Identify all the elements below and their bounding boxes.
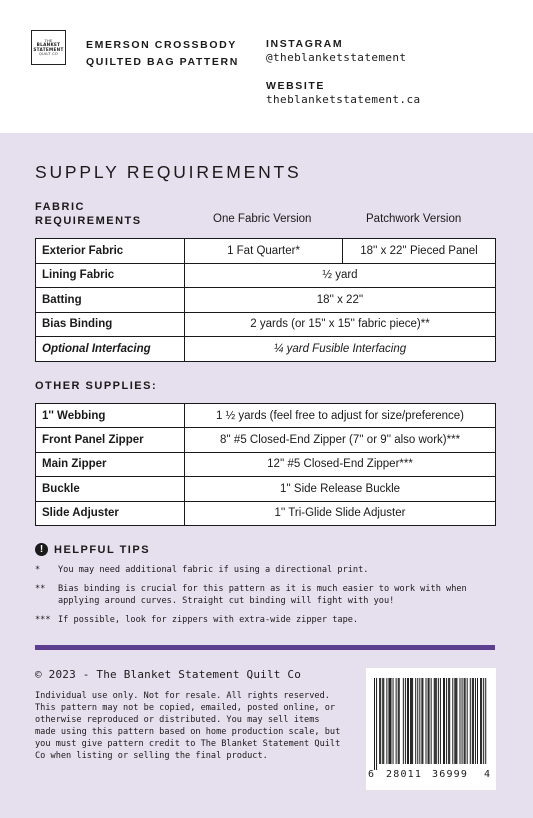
row-label: Main Zipper [36, 452, 185, 476]
row-label: 1'' Webbing [36, 404, 185, 428]
barcode-bar [480, 678, 481, 764]
barcode-bar [380, 678, 381, 764]
table-row [36, 263, 496, 288]
barcode-bar [452, 678, 453, 764]
section-title: SUPPLY REQUIREMENTS [35, 162, 302, 182]
row-label: Optional Interfacing [36, 337, 185, 362]
table-row [36, 477, 496, 501]
row-label: Exterior Fabric [36, 239, 185, 264]
brand-logo [31, 30, 66, 65]
barcode-bar [456, 678, 457, 764]
barcode-bars [374, 678, 488, 770]
copyright: © 2023 - The Blanket Statement Quilt Co [35, 668, 302, 681]
logo-line-2: BLANKET [36, 42, 61, 48]
barcode-bar [396, 678, 397, 764]
row-value-patchwork: 18'' x 22'' Pieced Panel [343, 239, 496, 264]
barcode-bar [390, 678, 391, 764]
barcode-bar [407, 678, 408, 764]
barcode-bar [417, 678, 418, 764]
website-label: WEBSITE [266, 80, 326, 92]
table-row [36, 337, 496, 362]
barcode-bar [477, 678, 478, 764]
table-row [36, 501, 496, 525]
barcode-bar [455, 678, 456, 764]
barcode-bar [444, 678, 445, 764]
barcode-bar [422, 678, 423, 764]
table-row [36, 239, 496, 264]
logo-line-3: STATEMENT [33, 46, 64, 52]
barcode-bar [434, 678, 435, 764]
row-value: ¼ yard Fusible Interfacing [185, 337, 496, 362]
barcode-digit-check: 4 [484, 769, 491, 780]
row-label: Buckle [36, 477, 185, 501]
pattern-title [86, 37, 239, 71]
barcode-bar [464, 678, 465, 764]
barcode-bar [374, 678, 375, 770]
barcode-bar [440, 678, 441, 764]
barcode-bar [429, 678, 430, 764]
row-value-one-fabric: 1 Fat Quarter* [185, 239, 343, 264]
barcode-bar [398, 678, 399, 764]
barcode-bar [438, 678, 439, 764]
barcode-bar [475, 678, 476, 764]
barcode-bar [462, 678, 463, 764]
barcode-bar [382, 678, 383, 764]
row-label: Lining Fabric [36, 263, 185, 288]
barcode-bar [467, 678, 468, 764]
table-row [36, 312, 496, 337]
barcode-bar [428, 678, 429, 764]
helpful-tips-list [35, 564, 497, 633]
row-value: 2 yards (or 15'' x 15'' fabric piece)** [185, 312, 496, 337]
barcode-bar [393, 678, 394, 764]
pattern-title-line-2: QUILTED BAG PATTERN [86, 56, 239, 68]
tip-marker: *** [35, 615, 51, 625]
barcode-bar [446, 678, 447, 764]
table-row [36, 428, 496, 452]
website-url[interactable]: theblanketstatement.ca [266, 93, 421, 106]
barcode-digit-lead: 6 [368, 769, 375, 780]
barcode-bar [415, 678, 416, 764]
tip-marker: ** [35, 584, 46, 594]
barcode-digit-group-left: 28011 [386, 769, 423, 780]
pattern-title-line-1: EMERSON CROSSBODY [86, 39, 237, 51]
barcode-bar [443, 678, 444, 764]
legal-notice: Individual use only. Not for resale. All rights reserved. This pattern may not be copied, emailed, posted online, or otherwise reproduced or distributed. You may sell items made using this pattern based on home production scale, but you must give pattern credit to The Blanket Statement Quilt Co when listing or selling the final product. [35, 691, 341, 762]
barcode-bar [399, 678, 400, 764]
logo-line-1: THE [44, 39, 53, 44]
tip-text: You may need additional fabric if using a directional print. [58, 565, 369, 575]
list-item [35, 614, 497, 626]
barcode-bar [376, 678, 377, 770]
tip-text: Bias binding is crucial for this pattern as it is much easier to work with when applying around curves. Straight cut binding will fight with you! [58, 584, 467, 606]
barcode-bar [412, 678, 413, 764]
other-supplies-table [35, 403, 496, 526]
column-header-patchwork: Patchwork Version [366, 213, 462, 225]
barcode-bar [411, 678, 412, 764]
barcode-bar [431, 678, 432, 764]
barcode-bar [472, 678, 473, 764]
barcode-bar [435, 678, 436, 764]
fabric-requirements-heading [35, 200, 142, 228]
helpful-tips-title: HELPFUL TIPS [54, 543, 151, 556]
row-label: Front Panel Zipper [36, 428, 185, 452]
barcode-digit-group-right: 36999 [432, 769, 469, 780]
row-label: Batting [36, 288, 185, 313]
row-label: Slide Adjuster [36, 501, 185, 525]
tip-text: If possible, look for zippers with extra-wide zipper tape. [58, 615, 359, 625]
helpful-tips-heading [35, 543, 150, 556]
barcode-bar [449, 678, 450, 764]
barcode-bar [426, 678, 427, 764]
barcode-bar [421, 678, 422, 764]
barcode-bar [379, 678, 380, 764]
contact-block [266, 37, 421, 107]
table-row [36, 404, 496, 428]
barcode-bar [448, 678, 449, 764]
barcode-bar [388, 678, 389, 764]
barcode-bar [483, 678, 484, 764]
row-value: 12'' #5 Closed-End Zipper*** [185, 452, 496, 476]
barcode-bar [405, 678, 406, 764]
row-value: 1 ½ yards (feel free to adjust for size/preference) [185, 404, 496, 428]
header [0, 0, 533, 133]
other-supplies-heading: OTHER SUPPLIES: [35, 380, 158, 392]
fabric-heading-line-1: FABRIC [35, 201, 85, 213]
barcode-bar [485, 678, 486, 764]
row-value: 1'' Tri-Glide Slide Adjuster [185, 501, 496, 525]
divider-bar [35, 645, 495, 650]
row-value: 8'' #5 Closed-End Zipper (7'' or 9'' also work)*** [185, 428, 496, 452]
fabric-heading-line-2: REQUIREMENTS [35, 215, 142, 227]
barcode-bar [436, 678, 437, 764]
row-value: 1'' Side Release Buckle [185, 477, 496, 501]
logo-line-4: QUILT CO [38, 51, 59, 56]
barcode-bar [408, 678, 409, 764]
list-item [35, 583, 497, 607]
barcode-bar [465, 678, 466, 764]
fabric-requirements-table [35, 238, 496, 362]
barcode [366, 668, 496, 790]
barcode-bar [481, 678, 482, 764]
table-row [36, 288, 496, 313]
barcode-bar [389, 678, 390, 764]
list-item [35, 564, 497, 576]
barcode-bar [383, 678, 384, 764]
row-label: Bias Binding [36, 312, 185, 337]
exclamation-icon: ! [35, 543, 48, 556]
barcode-bar [459, 678, 460, 764]
barcode-bar [419, 678, 420, 764]
instagram-handle[interactable]: @theblanketstatement [266, 51, 407, 64]
barcode-bar [473, 678, 474, 764]
barcode-bar [470, 678, 471, 764]
row-value: ½ yard [185, 263, 496, 288]
column-header-one-fabric: One Fabric Version [213, 213, 312, 225]
row-value: 18'' x 22'' [185, 288, 496, 313]
instagram-label: INSTAGRAM [266, 38, 344, 50]
barcode-bar [410, 678, 411, 764]
barcode-bar [454, 678, 455, 764]
barcode-bar [386, 678, 387, 764]
table-row [36, 452, 496, 476]
tip-marker: * [35, 565, 41, 575]
barcode-bar [403, 678, 404, 764]
